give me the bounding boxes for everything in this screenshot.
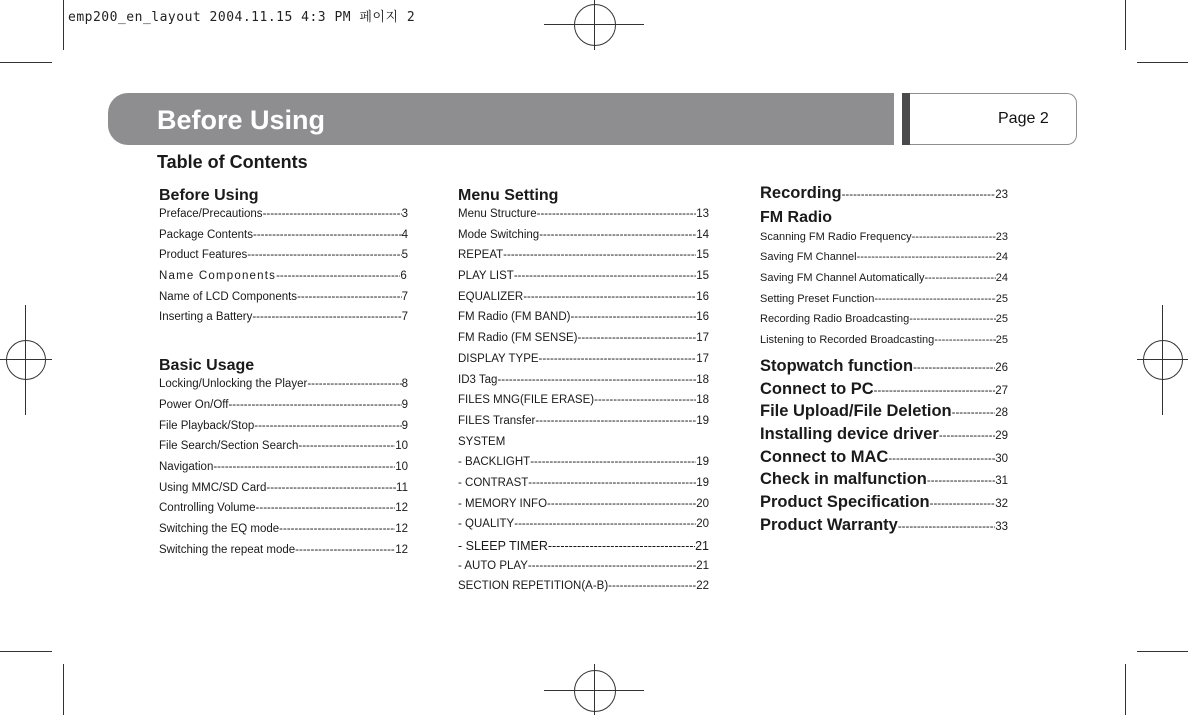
toc-entry[interactable]: ID3 Tag ----- 18 [458,374,709,395]
toc-entry-major[interactable]: Check in malfunction ----- 31 [760,470,1008,493]
toc-list-major [760,357,1008,539]
toc-entry[interactable]: Menu Structure ----- 13 [458,208,709,229]
toc-entry[interactable]: - SLEEP TIMER ----- 21 [458,539,709,560]
page-number: Page 2 [998,110,1049,127]
toc-entry[interactable]: - AUTO PLAY ----- 21 [458,560,709,581]
toc-entry[interactable]: Product Features ----- 5 [159,249,408,270]
toc-entry-major[interactable]: Connect to MAC ----- 30 [760,448,1008,471]
toc-entry[interactable]: Saving FM Channel Automatically ----- 24 [760,272,1008,293]
section-heading: Menu Setting [458,187,559,204]
toc-entry[interactable]: Setting Preset Function ----- 25 [760,293,1008,314]
toc-list [760,231,1008,355]
page-title: Before Using [157,105,326,135]
toc-entry-major[interactable]: Connect to PC ----- 27 [760,380,1008,403]
toc-entry[interactable]: Navigation ----- 10 [159,461,408,482]
toc-entry[interactable]: DISPLAY TYPE ----- 17 [458,353,709,374]
toc-entry-major[interactable]: File Upload/File Deletion ----- 28 [760,402,1008,425]
toc-entry[interactable]: Switching the EQ mode ----- 12 [159,523,408,544]
header-separator [894,93,902,145]
toc-entry[interactable]: File Playback/Stop ----- 9 [159,420,408,441]
toc-column-2 [458,184,709,601]
toc-entry-major[interactable]: Product Specification ----- 32 [760,493,1008,516]
crop-mark [0,651,52,652]
toc-column-3 [760,184,1008,538]
toc-entry[interactable]: Power On/Off ----- 9 [159,399,408,420]
toc-entry-major[interactable]: Recording ----- 23 [760,184,1008,207]
header-divider [902,93,910,145]
crop-mark [1137,62,1188,63]
toc-entry[interactable]: EQUALIZER ----- 16 [458,291,709,312]
section-heading: Basic Usage [159,357,255,375]
crop-mark [63,0,64,50]
toc-entry[interactable]: Inserting a Battery ----- 7 [159,311,408,332]
toc-entry[interactable]: Scanning FM Radio Frequency ----- 23 [760,231,1008,252]
registration-mark-top [544,0,644,50]
toc-column-1 [159,184,408,564]
toc-entry[interactable]: Using MMC/SD Card ----- 11 [159,482,408,503]
toc-entry-group: SYSTEM [458,435,506,448]
toc-list [159,208,408,332]
toc-list [159,378,408,564]
toc-title: Table of Contents [157,152,308,172]
toc-entry[interactable]: REPEAT ----- 15 [458,249,709,270]
print-slug: emp200_en_layout 2004.11.15 4:3 PM 페이지 2 [68,10,416,25]
toc-entry[interactable]: Preface/Precautions ----- 3 [159,208,408,229]
section-heading: FM Radio [760,208,832,226]
header-banner [108,93,1078,145]
registration-mark-right [1137,305,1188,415]
toc-entry[interactable]: FILES Transfer ----- 19 [458,415,709,436]
toc-entry[interactable]: Listening to Recorded Broadcasting ----- 25 [760,334,1008,355]
toc-entry[interactable]: - BACKLIGHT ----- 19 [458,456,709,477]
toc-entry-major[interactable]: Stopwatch function ----- 26 [760,357,1008,380]
toc-entry[interactable]: File Search/Section Search ----- 10 [159,440,408,461]
toc-entry[interactable]: Package Contents ----- 4 [159,229,408,250]
page-box [910,93,1077,145]
toc-list [458,208,709,601]
toc-entry[interactable]: Mode Switching ----- 14 [458,229,709,250]
crop-mark [1125,664,1126,715]
crop-mark [1125,0,1126,50]
crop-mark [1137,651,1188,652]
toc-entry[interactable]: FILES MNG(FILE ERASE) ----- 18 [458,394,709,415]
toc-entry[interactable]: FM Radio (FM SENSE) ----- 17 [458,332,709,353]
toc-entry-major[interactable]: Product Warranty ----- 33 [760,516,1008,539]
crop-mark [0,62,52,63]
toc-entry[interactable]: - MEMORY INFO ----- 20 [458,498,709,519]
toc-entry[interactable]: SECTION REPETITION(A-B) ----- 22 [458,580,709,601]
toc-entry[interactable]: - CONTRAST ----- 19 [458,477,709,498]
toc-entry[interactable]: Saving FM Channel ----- 24 [760,251,1008,272]
toc-entry[interactable]: Name of LCD Components ----- 7 [159,291,408,312]
section-heading: Before Using [159,187,259,204]
registration-mark-left [0,305,52,415]
crop-mark [63,664,64,715]
toc-entry[interactable]: Controlling Volume ----- 12 [159,502,408,523]
toc-entry-major[interactable]: Installing device driver ----- 29 [760,425,1008,448]
toc-entry[interactable]: PLAY LIST ----- 15 [458,270,709,291]
toc-entry[interactable]: Switching the repeat mode ----- 12 [159,544,408,565]
toc-entry[interactable]: FM Radio (FM BAND) ----- 16 [458,311,709,332]
registration-mark-bottom [544,664,644,715]
toc-entry[interactable]: Recording Radio Broadcasting ----- 25 [760,313,1008,334]
toc-entry[interactable]: Name Components ----- 6 [159,270,408,291]
toc-entry[interactable]: - QUALITY ----- 20 [458,518,709,539]
toc-entry[interactable]: Locking/Unlocking the Player ----- 8 [159,378,408,399]
